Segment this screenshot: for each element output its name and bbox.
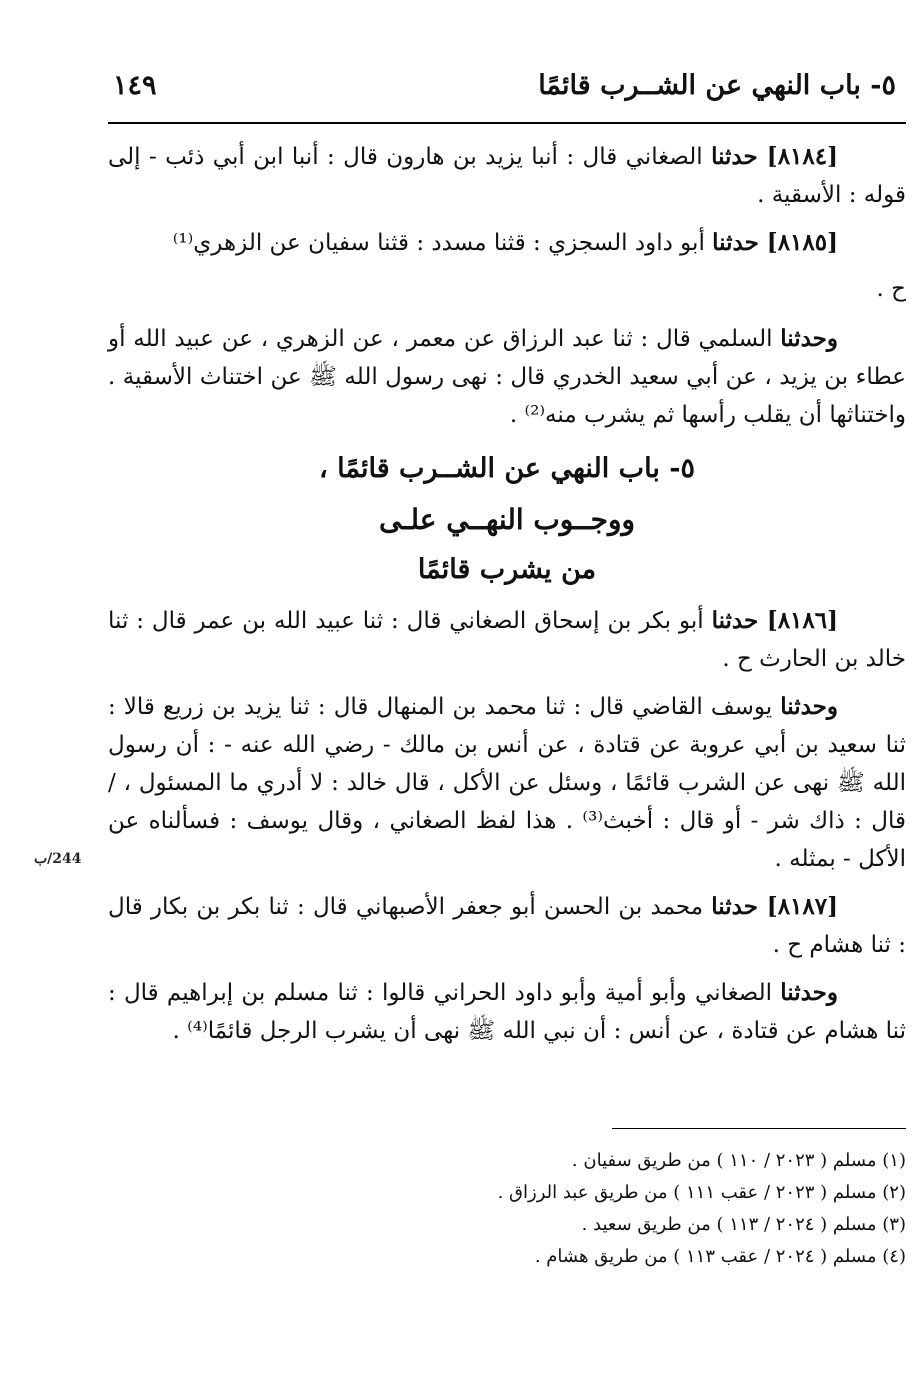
hadith-text: الصغاني قال : أنبا يزيد بن هارون قال : أنبا ابن أبي ذئب - إلى قوله : الأسقية . <box>108 144 906 208</box>
hadith-text: يوسف القاضي قال : ثنا محمد بن المنهال قال : ثنا يزيد بن زريع قالا : ثنا سعيد بن أبي عروبة عن قتادة ، عن أنس بن مالك - رضي الله عنه - : أن رسول الله ﷺ نهى عن الشرب قائمًا ، وسئل عن الأكل ، قال خالد : لا أدري ما المسئول ، / قال : ذاك شر - أو قال : أخبث⁽³⁾ . هذا لفظ الصغاني ، وقال يوسف : فسألناه عن الأكل - بمثله . <box>108 694 906 872</box>
footnote-1: (١) مسلم ( ٢٠٢٣ / ١١٠ ) من طريق سفيان . <box>571 1150 906 1171</box>
hadith-text: ح . <box>876 276 906 302</box>
hadith-lead: [٨١٨٧] حدثنا <box>711 893 838 920</box>
hadith-text: السلمي قال : ثنا عبد الرزاق عن معمر ، عن الزهري ، عن عبيد الله أو عطاء بن يزيد ، عن أبي سعيد الخدري قال : نهى رسول الله ﷺ عن اختناث الأسقية . واختناثها أن يقلب رأسها ثم يشرب منه⁽²⁾ . <box>108 326 906 428</box>
footnote-3: (٣) مسلم ( ٢٠٢٤ / ١١٣ ) من طريق سعيد . <box>581 1214 906 1235</box>
chapter-heading <box>108 444 906 594</box>
header-rule <box>108 122 906 124</box>
hadith-lead: [٨١٨٥] حدثنا <box>712 229 838 256</box>
chapter-heading-line-2: ووجــوب النهــي علـى <box>378 503 635 536</box>
hadith-lead: [٨١٨٦] حدثنا <box>711 607 839 634</box>
hadith-8186-second-chain <box>108 688 906 878</box>
hadith-text: أبو داود السجزي : قثنا مسدد : قثنا سفيان عن الزهري⁽¹⁾ <box>172 230 713 256</box>
hadith-lead: [٨١٨٤] حدثنا <box>711 143 838 170</box>
hadith-text: الصغاني وأبو أمية وأبو داود الحراني قالوا : ثنا مسلم بن إبراهيم قال : ثنا هشام عن قتادة ، عن أنس : أن نبي الله ﷺ نهى أن يشرب الرجل قائمًا⁽⁴⁾ . <box>108 980 906 1044</box>
footnote-rule <box>612 1128 906 1129</box>
page-number: ١٤٩ <box>113 70 157 101</box>
hadith-8187-second-chain <box>108 974 906 1050</box>
footnote-4: (٤) مسلم ( ٢٠٢٤ / عقب ١١٣ ) من طريق هشام . <box>534 1246 906 1267</box>
hadith-lead: وحدثنا <box>780 979 838 1006</box>
hadith-text: أبو بكر بن إسحاق الصغاني قال : ثنا عبيد الله بن عمر قال : ثنا خالد بن الحارث ح . <box>108 608 906 672</box>
isnad-switch <box>108 270 906 308</box>
hadith-lead: وحدثنا <box>780 325 838 352</box>
running-header-title: ٥- باب النهي عن الشــرب قائمًا <box>538 70 896 101</box>
hadith-8186 <box>108 602 906 678</box>
chapter-heading-line-1: ٥- باب النهي عن الشــرب قائمًا ، <box>319 453 695 484</box>
main-text <box>108 138 906 1060</box>
hadith-8184 <box>108 138 906 214</box>
manuscript-folio-note: 244/ب <box>34 851 82 867</box>
hadith-text: محمد بن الحسن أبو جعفر الأصبهاني قال : ثنا بكر بن بكار قال : ثنا هشام ح . <box>108 894 906 958</box>
hadith-8185 <box>108 224 906 262</box>
footnotes <box>106 1145 906 1273</box>
hadith-8187 <box>108 888 906 964</box>
chapter-heading-line-3: من يشرب قائمًا <box>417 554 597 585</box>
footnote-2: (٢) مسلم ( ٢٠٢٣ / عقب ١١١ ) من طريق عبد الرزاق . <box>497 1182 906 1203</box>
hadith-lead: وحدثنا <box>780 693 838 720</box>
hadith-8185-second-chain <box>108 320 906 434</box>
